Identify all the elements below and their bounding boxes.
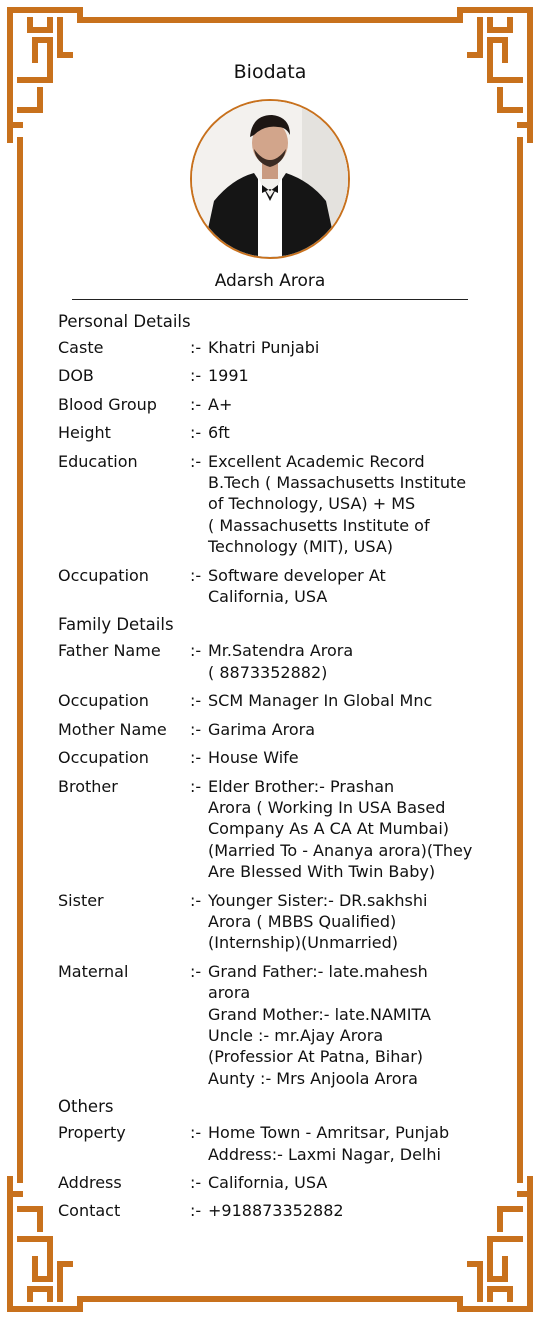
- detail-label: Blood Group: [58, 394, 157, 414]
- detail-value: Khatri Punjabi: [208, 338, 320, 357]
- detail-value: 1991: [208, 366, 249, 386]
- detail-label: Education: [58, 451, 138, 471]
- detail-value: Home Town - Amritsar, Punjab Address:- Laxmi Nagar, Delhi: [208, 1123, 450, 1164]
- section-title: Personal Details: [58, 312, 191, 331]
- detail-value: House Wife: [208, 748, 299, 768]
- detail-label: Brother: [58, 776, 118, 796]
- section-title: Others: [58, 1097, 114, 1117]
- detail-label: Occupation: [58, 691, 149, 711]
- detail-separator: :-: [190, 641, 202, 661]
- detail-label: Father Name: [58, 641, 161, 661]
- detail-row: [58, 1122, 498, 1165]
- detail-label: Occupation: [58, 565, 149, 585]
- detail-row: [58, 719, 498, 740]
- candidate-name: Adarsh Arora: [214, 271, 326, 291]
- detail-value: Elder Brother:- Prashan Arora ( Working In USA Based Company As A CA At Mumbai) (Married To - Ananya arora)(They Are Blessed With Twin Baby): [208, 776, 473, 882]
- detail-row: [58, 747, 498, 768]
- detail-label: Occupation: [58, 748, 149, 768]
- divider: [72, 299, 468, 300]
- detail-value: A+: [208, 394, 233, 414]
- detail-row: [58, 776, 498, 883]
- detail-row: [58, 690, 498, 711]
- detail-value: Grand Father:- late.mahesh arora Grand Mother:- late.NAMITA Uncle :- mr.Ajay Arora (Professior At Patna, Bihar) Aunty :- Mrs Anjoola Arora: [208, 961, 431, 1088]
- detail-separator: :-: [190, 1123, 202, 1143]
- detail-label: Caste: [58, 338, 104, 357]
- detail-separator: :-: [190, 748, 202, 768]
- detail-separator: :-: [190, 394, 202, 414]
- profile-photo-icon: [192, 101, 348, 257]
- detail-value: Software developer At California, USA: [208, 565, 386, 607]
- section-title: Family Details: [58, 615, 174, 635]
- detail-label: Property: [58, 1123, 126, 1143]
- detail-separator: :-: [190, 776, 202, 796]
- detail-label: DOB: [58, 366, 94, 386]
- page-title: Biodata: [233, 61, 307, 83]
- detail-separator: :-: [190, 1173, 202, 1192]
- detail-separator: :-: [190, 691, 202, 711]
- profile-photo: [190, 99, 350, 259]
- detail-label: Address: [58, 1173, 122, 1192]
- detail-value: SCM Manager In Global Mnc: [208, 691, 433, 711]
- detail-value: California, USA: [208, 1173, 328, 1192]
- detail-row: [58, 961, 498, 1089]
- detail-value: Excellent Academic Record B.Tech ( Massachusetts Institute of Technology, USA) + MS ( Massachusetts Institute of Technology (MIT), USA): [208, 451, 467, 557]
- detail-row: [58, 422, 498, 443]
- detail-separator: :-: [190, 366, 202, 386]
- detail-value: 6ft: [208, 423, 230, 443]
- detail-separator: :-: [190, 961, 202, 981]
- detail-row: [58, 1172, 498, 1193]
- detail-row: [58, 1200, 498, 1221]
- detail-separator: :-: [190, 1201, 202, 1221]
- detail-row: [58, 451, 498, 558]
- detail-label: Sister: [58, 890, 104, 910]
- detail-separator: :-: [190, 565, 202, 585]
- detail-separator: :-: [190, 890, 202, 910]
- detail-separator: :-: [190, 451, 202, 471]
- detail-row: [58, 890, 498, 954]
- detail-label: Contact: [58, 1201, 121, 1221]
- biodata-details: [58, 311, 498, 1229]
- detail-label: Mother Name: [58, 719, 167, 739]
- detail-row: [58, 337, 498, 358]
- detail-label: Height: [58, 423, 111, 443]
- detail-value: Younger Sister:- DR.sakhshi Arora ( MBBS Qualified) (Internship)(Unmarried): [208, 890, 428, 953]
- detail-value: +918873352882: [208, 1201, 344, 1221]
- detail-separator: :-: [190, 338, 202, 357]
- detail-label: Maternal: [58, 961, 129, 981]
- detail-separator: :-: [190, 423, 202, 443]
- detail-row: [58, 394, 498, 415]
- detail-value: Mr.Satendra Arora ( 8873352882): [208, 641, 354, 682]
- detail-row: [58, 565, 498, 608]
- detail-separator: :-: [190, 719, 202, 739]
- detail-row: [58, 365, 498, 386]
- detail-row: [58, 640, 498, 683]
- detail-value: Garima Arora: [208, 719, 316, 739]
